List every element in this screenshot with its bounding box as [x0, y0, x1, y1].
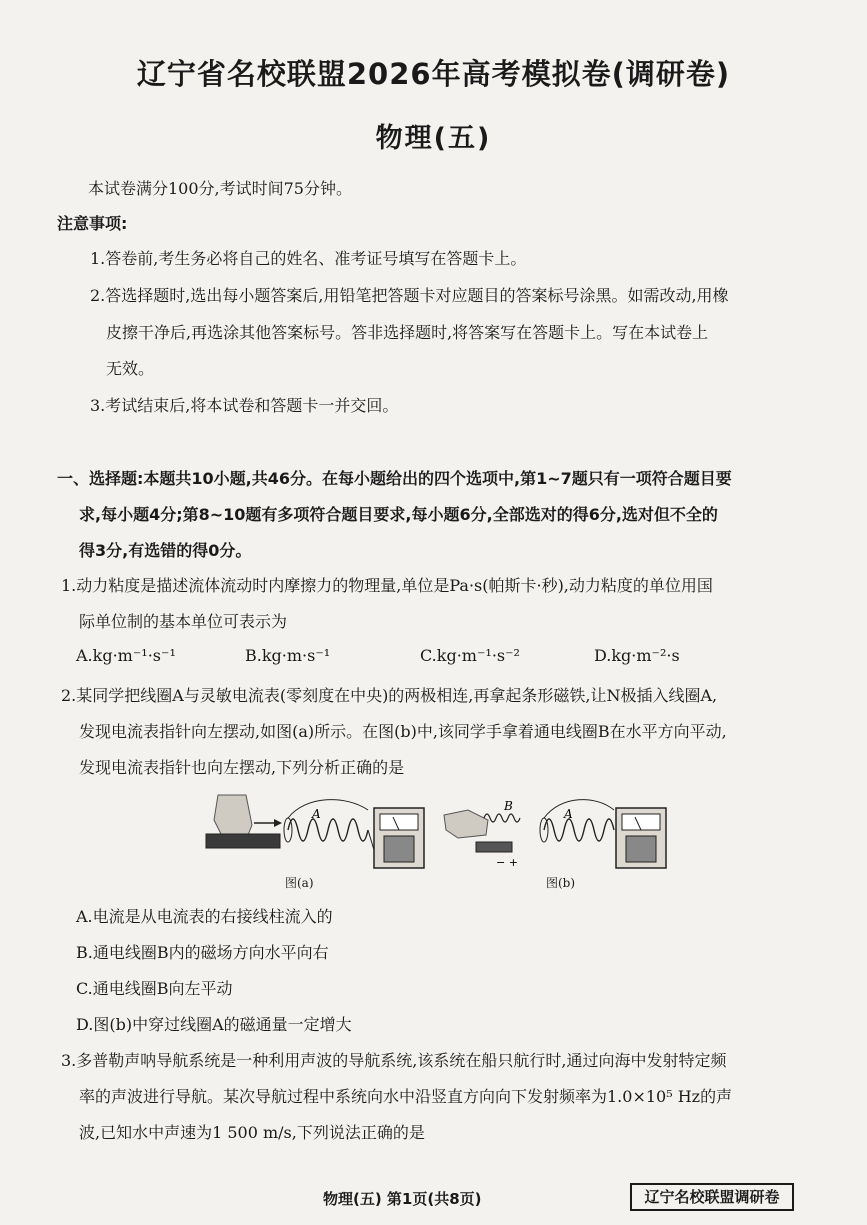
q1-option-c: C.kg·m⁻¹·s⁻² — [420, 646, 520, 665]
q2-line-3: 发现电流表指针也向左摆动,下列分析正确的是 — [79, 758, 405, 777]
q1-line-1: 1.动力粘度是描述流体流动时内摩擦力的物理量,单位是Pa·s(帕斯卡·秒),动力粘度的单位用国 — [61, 576, 713, 595]
q2-line-1: 2.某同学把线圈A与灵敏电流表(零刻度在中央)的两极相连,再拿起条形磁铁,让N极插入线圈A, — [61, 686, 718, 705]
exam-subtitle: 物理(五) — [375, 123, 492, 154]
coil-b-label: B — [504, 799, 513, 813]
hand-coil-b-icon — [444, 810, 520, 869]
q3-line-2: 率的声波进行导航。某次导航过程中系统向水中沿竖直方向向下发射频率为1.0×10⁵ Hz的声 — [79, 1087, 733, 1106]
q3-line-1: 3.多普勒声呐导航系统是一种利用声波的导航系统,该系统在船只航行时,通过向海中发射特定频 — [61, 1051, 727, 1070]
coil-a-label-b: A — [564, 807, 573, 821]
intro-text: 本试卷满分100分,考试时间75分钟。 — [88, 179, 352, 198]
figure-b-caption: 图(b) — [546, 876, 576, 890]
q1-option-d: D.kg·m⁻²·s — [594, 646, 680, 665]
notice-item-1: 1.答卷前,考生务必将自己的姓名、准考证号填写在答题卡上。 — [90, 249, 527, 268]
induction-diagram — [196, 790, 696, 890]
notice-heading: 注意事项: — [57, 214, 128, 233]
section-1-line-3: 得3分,有选错的得0分。 — [79, 541, 252, 560]
notice-item-2-line-2: 皮擦干净后,再选涂其他答案标号。答非选择题时,将答案写在答题卡上。写在本试卷上 — [106, 323, 709, 342]
section-1-line-2: 求,每小题4分;第8~10题有多项符合题目要求,每小题6分,全部选对的得6分,选对但不全的 — [79, 505, 718, 524]
coil-a-icon — [284, 800, 374, 850]
q1-option-a: A.kg·m⁻¹·s⁻¹ — [76, 646, 176, 665]
notice-item-2-line-1: 2.答选择题时,选出每小题答案后,用铅笔把答题卡对应题目的答案标号涂黑。如需改动,用橡 — [90, 286, 729, 305]
page-footer: 物理(五) 第1页(共8页) — [323, 1190, 482, 1208]
q2-line-2: 发现电流表指针向左摆动,如图(a)所示。在图(b)中,该同学手拿着通电线圈B在水平方向平动, — [79, 722, 727, 741]
galvanometer-b-icon — [616, 808, 666, 868]
exam-title: 辽宁省名校联盟2026年高考模拟卷(调研卷) — [136, 57, 731, 91]
q2-option-b: B.通电线圈B内的磁场方向水平向右 — [76, 943, 329, 962]
coil-a-label: A — [312, 807, 321, 821]
q1-option-b: B.kg·m·s⁻¹ — [245, 646, 331, 665]
notice-item-2-line-3: 无效。 — [106, 359, 155, 378]
q2-figure — [196, 790, 696, 894]
q1-line-2: 际单位制的基本单位可表示为 — [79, 612, 288, 631]
coil-a-b-icon — [540, 800, 614, 842]
hand-magnet-icon — [206, 795, 282, 848]
svg-text:− +: − + — [496, 856, 518, 869]
brand-box: 辽宁名校联盟调研卷 — [630, 1183, 794, 1211]
section-1-line-1: 一、选择题:本题共10小题,共46分。在每小题给出的四个选项中,第1~7题只有一项符合题目要 — [57, 469, 732, 488]
figure-a-caption: 图(a) — [285, 876, 314, 890]
q2-option-a: A.电流是从电流表的右接线柱流入的 — [76, 907, 333, 926]
q2-option-c: C.通电线圈B向左平动 — [76, 979, 233, 998]
q3-line-3: 波,已知水中声速为1 500 m/s,下列说法正确的是 — [79, 1123, 425, 1142]
galvanometer-a-icon — [374, 808, 424, 868]
q2-option-d: D.图(b)中穿过线圈A的磁通量一定增大 — [76, 1015, 352, 1034]
notice-item-3: 3.考试结束后,将本试卷和答题卡一并交回。 — [90, 396, 399, 415]
